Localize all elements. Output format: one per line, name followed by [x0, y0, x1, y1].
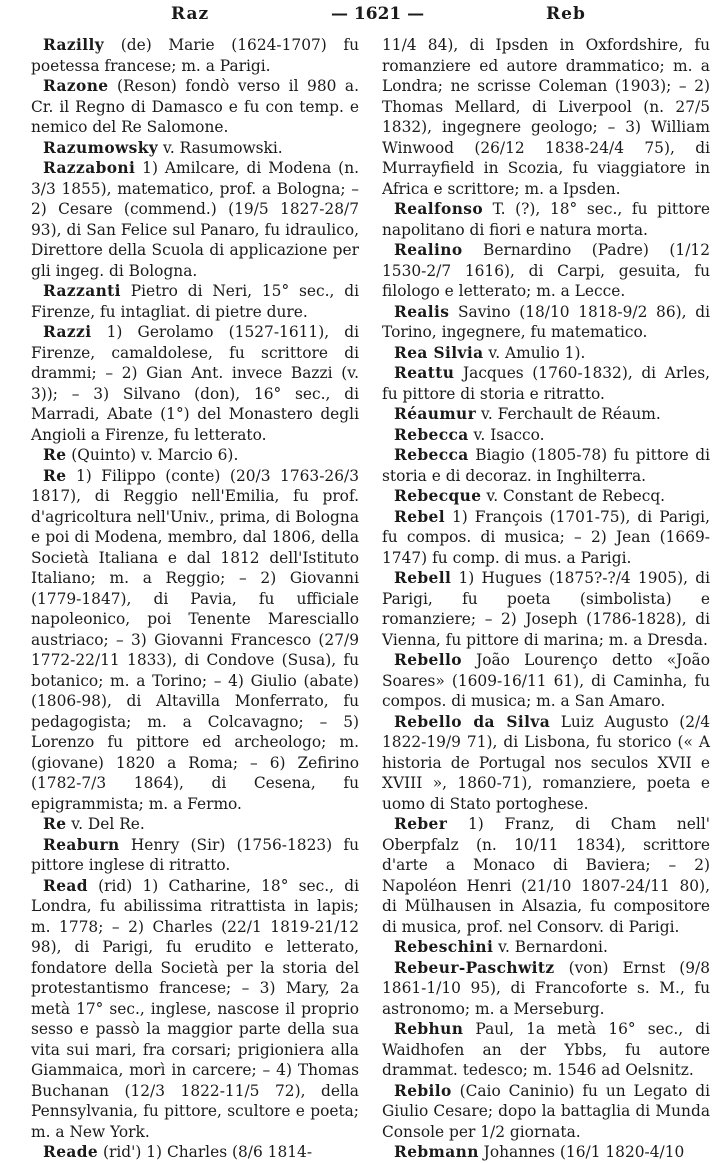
right-column	[382, 35, 710, 1163]
entry-headword: Razilly	[43, 36, 105, 54]
entry-text: 1) Gerolamo (1527-1611), di Firenze, camaldolese, fu scrittore di drammi; – 2) Gian Ant. invece Bazzi (v. 3)); – 3) Silvano (don), 16° sec., di Marradi, Abate (1°) del Monastero degli Angioli a Firenze, fu letterato.	[31, 323, 359, 444]
dictionary-entry	[382, 937, 710, 958]
entry-headword: Rebell	[394, 569, 452, 587]
entry-headword: Reber	[394, 815, 448, 833]
entry-headword: Rebilo	[394, 1081, 452, 1100]
entry-headword: Realis	[394, 302, 450, 321]
entry-text: (Reson) fondò verso il 980 a. Cr. il Regno di Damasco e fu con temp. e nemico del Re Salomone.	[31, 77, 359, 136]
dictionary-entry	[382, 486, 710, 507]
dictionary-entry	[31, 281, 359, 322]
entry-headword: Razone	[43, 77, 109, 95]
entry-text: v. Del Re.	[66, 815, 145, 833]
dictionary-entry	[31, 76, 359, 138]
entry-headword: Rebecca	[394, 446, 469, 464]
dictionary-entry	[31, 876, 359, 1143]
dictionary-entry	[382, 445, 710, 486]
dictionary-entry	[382, 240, 710, 302]
entry-text: João Lourenço detto «João Soares» (1609-16/11 61), di Caminha, fu compos. di musica; m. a San Amaro.	[382, 651, 710, 710]
entry-text: Luiz Augusto (2/4 1822-19/9 71), di Lisbona, fu storico (« A historia de Portugal nos seculos XVII e XVIII », 1860-71), romanziere, poeta e uomo di Stato portoghese.	[382, 712, 710, 813]
dictionary-entry	[382, 507, 710, 569]
dictionary-entry	[31, 445, 359, 466]
entry-headword: Rebello da Silva	[394, 712, 551, 731]
running-head	[31, 0, 710, 28]
entry-headword: Rebeschini	[394, 938, 494, 956]
entry-text: (Quinto) v. Marcio 6).	[66, 446, 239, 464]
dictionary-entry	[31, 138, 359, 159]
entry-text: Bernardino (Padre) (1/12 1530-2/7 1616), di Carpi, gesuita, fu filologo e letterato; m. a Lecce.	[382, 241, 710, 300]
entry-text: (rid) 1) Catharine, 18° sec., di Londra, fu abilissima ritrattista in lapis; m. 1778; – 2) Charles (22/1 1819-21/12 98), di Parigi, fu erudito e letterato, fondatore della Società per la storia del protestantismo francese; – 3) Mary, 2a metà 17° sec., inglese, nascose il proprio sesso e passò la maggior parte della sua vita sui mari, fra corsari; prigioniera alla Giammaica, morì in carcere; – 4) Thomas Buchanan (12/3 1822-11/5 72), della Pennsylvania, fu pittore, scultore e poeta; m. a New York.	[31, 876, 359, 1141]
dictionary-entry	[31, 1142, 359, 1163]
entry-headword: Re	[43, 815, 67, 833]
entry-text: Biagio (1805-78) fu pittore di storia e di decoraz. in Inghilterra.	[382, 446, 710, 485]
entry-text: Johannes (16/1 1820-4/10	[478, 1143, 685, 1161]
entry-text: Paul, 1a metà 16° sec., di Waidhofen an der Ybbs, fu autore drammat. tedesco; m. 1546 ad Oelsnitz.	[382, 1020, 710, 1079]
dictionary-entry	[382, 302, 710, 343]
entry-text: Savino (18/10 1818-9/2 86), di Torino, ingegnere, fu matematico.	[382, 302, 710, 341]
entry-text: v. Isacco.	[468, 425, 545, 444]
entry-headword: Realino	[394, 241, 463, 259]
dictionary-entry	[382, 363, 710, 404]
entry-text: v. Ferchault de Réaum.	[476, 405, 661, 423]
entry-headword: Rebhun	[394, 1020, 464, 1038]
dictionary-entry	[382, 814, 710, 937]
dictionary-entry	[31, 322, 359, 445]
entry-text: (Caio Caninio) fu un Legato di Giulio Cesare; dopo la battaglia di Munda Console per 1/2 giornata.	[382, 1081, 710, 1141]
entry-text: Pietro di Neri, 15° sec., di Firenze, fu intagliat. di pietre dure.	[31, 282, 359, 321]
page-number: — 1621 —	[331, 4, 425, 24]
dictionary-entry	[31, 158, 359, 281]
dictionary-entry	[31, 835, 359, 876]
dictionary-entry	[31, 814, 359, 835]
entry-text: v. Rasumowski.	[158, 138, 283, 157]
dictionary-entry	[382, 425, 710, 446]
dictionary-entry	[382, 343, 710, 364]
entry-headword: Razzaboni	[43, 159, 136, 177]
left-column	[31, 35, 359, 1163]
running-head-right: Reb	[546, 4, 586, 24]
entry-text: v. Constant de Rebecq.	[481, 487, 666, 505]
entry-headword: Reade	[43, 1143, 99, 1161]
entry-text: 1) Amilcare, di Modena (n. 3/3 1855), matematico, prof. a Bologna; – 2) Cesare (commend.) (19/5 1827-28/7 93), di San Felice sul Panaro, fu idraulico, Direttore della Scuola di applicazione per gli ingeg. di Bologna.	[31, 159, 359, 280]
entry-headword: Realfonso	[394, 200, 484, 218]
dictionary-entry	[382, 1142, 710, 1163]
dictionary-entry	[382, 712, 710, 815]
entry-headword: Read	[43, 876, 88, 895]
entry-headword: Rea Silvia	[394, 343, 484, 362]
dictionary-entry	[382, 650, 710, 712]
entry-text: 1) Filippo (conte) (20/3 1763-26/3 1817), di Reggio nell'Emilia, fu prof. d'agricoltura nell'Univ., prima, di Bologna e poi di Modena, membro, dal 1806, della Società Italiana e dal 1812 dell'Istituto Italiano; m. a Reggio; – 2) Giovanni (1779-1847), di Pavia, fu ufficiale napoleonico, poi Tenente Maresciallo austriaco; – 3) Giovanni Francesco (27/9 1772-22/11 1833), di Condove (Susa), fu botanico; m. a Torino; – 4) Giulio (abate) (1806-98), di Altavilla Monferrato, fu pedagogista; m. a Colcavagno; – 5) Lorenzo fu pittore ed archeologo; m. (giovane) 1820 a Roma; – 6) Zefirino (1782-7/3 1864), di Cesena, fu epigrammista; m. a Fermo.	[31, 466, 359, 813]
entry-text: (rid') 1) Charles (8/6 1814-	[98, 1143, 313, 1161]
dictionary-entry	[31, 35, 359, 76]
entry-text: (von) Ernst (9/8 1861-1/10 95), di Francoforte s. M., fu astronomo; m. a Merseburg.	[382, 958, 710, 1018]
entry-text: v. Amulio 1).	[483, 343, 586, 362]
entry-headword: Réaumur	[394, 405, 477, 423]
entry-headword: Rebmann	[394, 1143, 479, 1161]
entry-text: Jacques (1760-1832), di Arles, fu pittore di storia e ritratto.	[382, 364, 710, 403]
entry-headword: Re	[43, 446, 67, 464]
dictionary-entry	[382, 568, 710, 650]
entry-headword: Razzi	[43, 323, 92, 341]
entry-headword: Reattu	[394, 364, 455, 382]
entry-text: Henry (Sir) (1756-1823) fu pittore inglese di ritratto.	[31, 835, 359, 874]
dictionary-entry	[382, 404, 710, 425]
dictionary-entry	[382, 35, 710, 199]
entry-headword: Re	[43, 466, 67, 485]
entry-text: v. Bernardoni.	[493, 938, 608, 956]
entry-headword: Rebeur-Paschwitz	[394, 958, 555, 977]
entry-text: 11/4 84), di Ipsden in Oxfordshire, fu romanziere ed autore drammatico; m. a Londra; ne scrisse Coleman (1903); – 2) Thomas Mellard, di Liverpool (n. 27/5 1832), ingegnere geologo; – 3) William Winwood (26/12 1838-24/4 75), di Murrayfield in Scozia, fu viaggiatore in Africa e scrittore; m. a Ipsden.	[382, 36, 710, 198]
running-head-left: Raz	[171, 4, 210, 24]
two-column-body	[31, 35, 710, 1163]
entry-headword: Razumowsky	[43, 138, 159, 157]
entry-headword: Rebecque	[394, 487, 482, 505]
entry-text: 1) Hugues (1875?-?/4 1905), di Parigi, fu poeta (simbolista) e romanziere; – 2) Joseph (1786-1828), di Vienna, fu pittore di marina; m. a Dresda.	[382, 569, 710, 649]
entry-headword: Rebecca	[394, 425, 469, 444]
entry-headword: Reaburn	[43, 835, 120, 854]
dictionary-entry	[382, 958, 710, 1020]
dictionary-entry	[382, 1019, 710, 1081]
entry-text: T. (?), 18° sec., fu pittore napolitano di fiori e natura morta.	[382, 200, 710, 239]
dictionary-entry	[382, 199, 710, 240]
entry-text: 1) Franz, di Cham nell' Oberpfalz (n. 10/11 1834), scrittore d'arte a Monaco di Baviera; – 2) Napoléon Henri (21/10 1807-24/11 80), di Mülhausen in Alsazia, fu compositore di musica, prof. nel Consorv. di Parigi.	[382, 815, 710, 936]
entry-headword: Rebello	[394, 651, 462, 669]
entry-headword: Rebel	[394, 507, 445, 526]
entry-headword: Razzanti	[43, 282, 121, 300]
entry-text: 1) François (1701-75), di Parigi, fu compos. di musica; – 2) Jean (1669-1747) fu comp. di mus. a Parigi.	[382, 507, 710, 567]
entry-text: (de) Marie (1624-1707) fu poetessa francese; m. a Parigi.	[31, 36, 359, 75]
dictionary-entry	[31, 466, 359, 815]
